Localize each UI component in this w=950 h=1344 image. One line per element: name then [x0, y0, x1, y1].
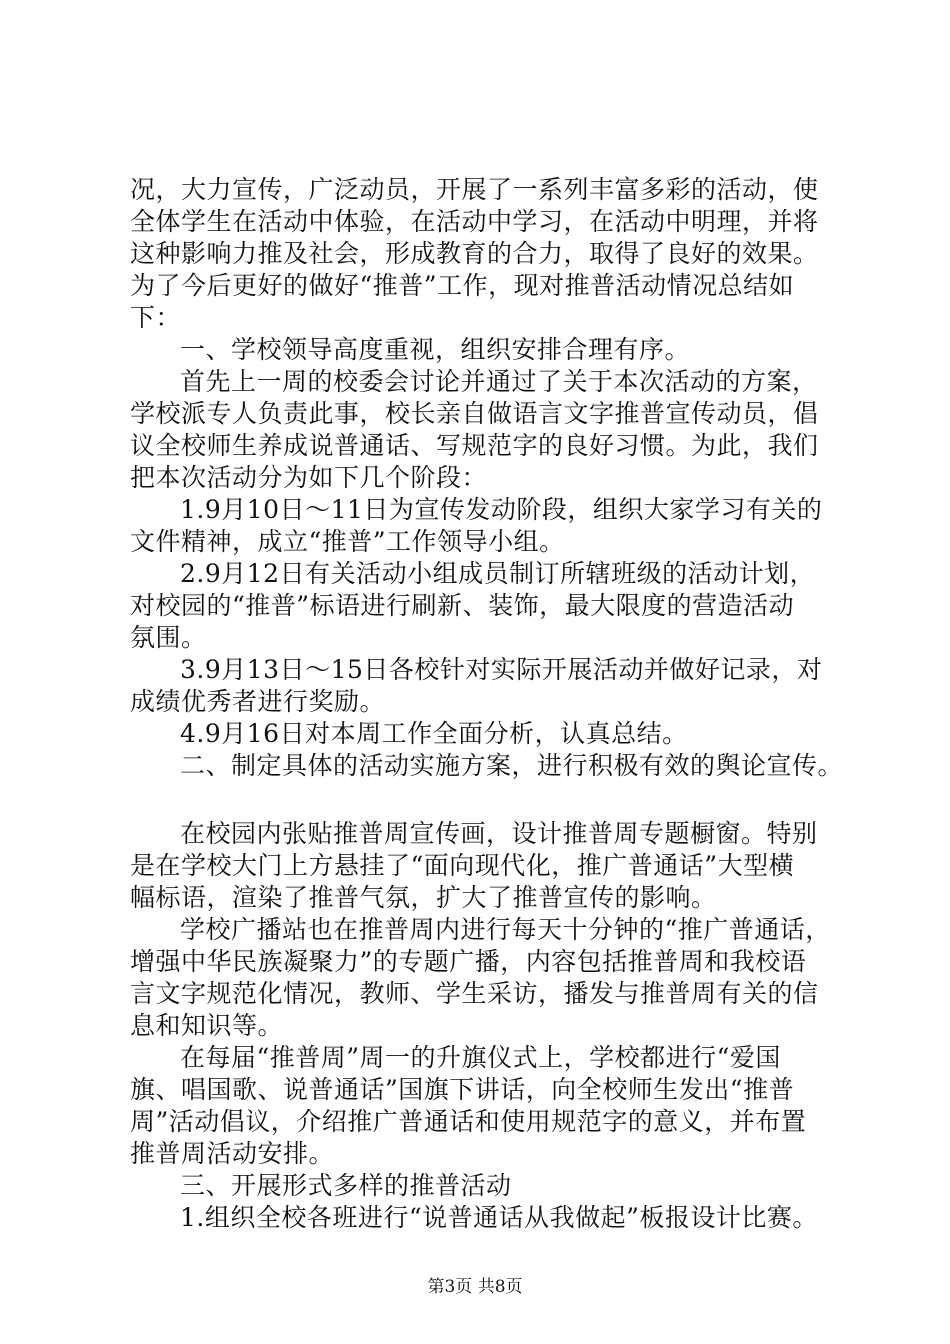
text-line: 在校园内张贴推普周宣传画，设计推普周专题橱窗。特别 [180, 819, 818, 848]
text-line: 3.9月13日～15日各校针对实际开展活动并做好记录，对 [180, 655, 823, 684]
text-line: 是在学校大门上方悬挂了“面向现代化，推广普通话”大型横 [130, 851, 795, 880]
text-line: 全体学生在活动中体验，在活动中学习，在活动中明理，并将 [130, 207, 819, 236]
text-line: 况，大力宣传，广泛动员，开展了一系列丰富多彩的活动，使 [130, 175, 819, 204]
text-line: 1.9月10日～11日为宣传发动阶段，组织大家学习有关的 [180, 495, 823, 524]
text-line: 2.9月12日有关活动小组成员制订所辖班级的活动计划， [180, 559, 816, 588]
text-line: 氛围。 [130, 623, 207, 652]
text-line: 在每届“推普周”周一的升旗仪式上，学校都进行“爱国 [180, 1043, 781, 1072]
text-line: 学校广播站也在推普周内进行每天十分钟的“推广普通话， [180, 915, 831, 944]
text-line: 周”活动倡议，介绍推广普通话和使用规范字的意义，并布置 [130, 1107, 807, 1136]
text-line: 4.9月16日对本周工作全面分析，认真总结。 [180, 719, 688, 748]
text-line: 首先上一周的校委会讨论并通过了关于本次活动的方案， [180, 367, 818, 396]
text-line: 推普周活动安排。 [130, 1139, 335, 1168]
text-line: 成绩优秀者进行奖励。 [130, 687, 386, 716]
text-line: 言文字规范化情况，教师、学生采访，播发与推普周有关的信 [130, 979, 819, 1008]
text-line: 下： [130, 303, 182, 332]
text-line: 这种影响力推及社会，形成教育的合力，取得了良好的效果。 [130, 239, 819, 268]
text-line: 幅标语，渲染了推普气氛，扩大了推普宣传的影响。 [130, 883, 717, 912]
text-line: 增强中华民族凝聚力”的专题广播，内容包括推普周和我校语 [130, 947, 807, 976]
text-line: 把本次活动分为如下几个阶段： [130, 463, 488, 492]
text-line: 1.组织全校各班进行“说普通话从我做起”板报设计比赛。 [180, 1203, 818, 1232]
text-line: 息和知识等。 [130, 1011, 284, 1040]
text-line: 文件精神，成立“推普”工作领导小组。 [130, 527, 565, 556]
text-line: 议全校师生养成说普通话、写规范字的良好习惯。为此，我们 [130, 431, 819, 460]
text-line: 学校派专人负责此事，校长亲自做语言文字推普宣传动员，倡 [130, 399, 819, 428]
section-heading: 三、开展形式多样的推普活动 [180, 1171, 512, 1200]
section-heading: 二、制定具体的活动实施方案，进行积极有效的舆论宣传。 [180, 751, 844, 780]
text-line: 旗、唱国歌、说普通话”国旗下讲话，向全校师生发出“推普 [130, 1075, 795, 1104]
text-line: 对校园的“推普”标语进行刷新、装饰，最大限度的营造活动 [130, 591, 795, 620]
page-footer: 第3页 共8页 [427, 1277, 523, 1297]
section-heading: 一、学校领导高度重视，组织安排合理有序。 [180, 335, 691, 364]
text-line: 为了今后更好的做好“推普”工作，现对推普活动情况总结如 [130, 271, 795, 300]
